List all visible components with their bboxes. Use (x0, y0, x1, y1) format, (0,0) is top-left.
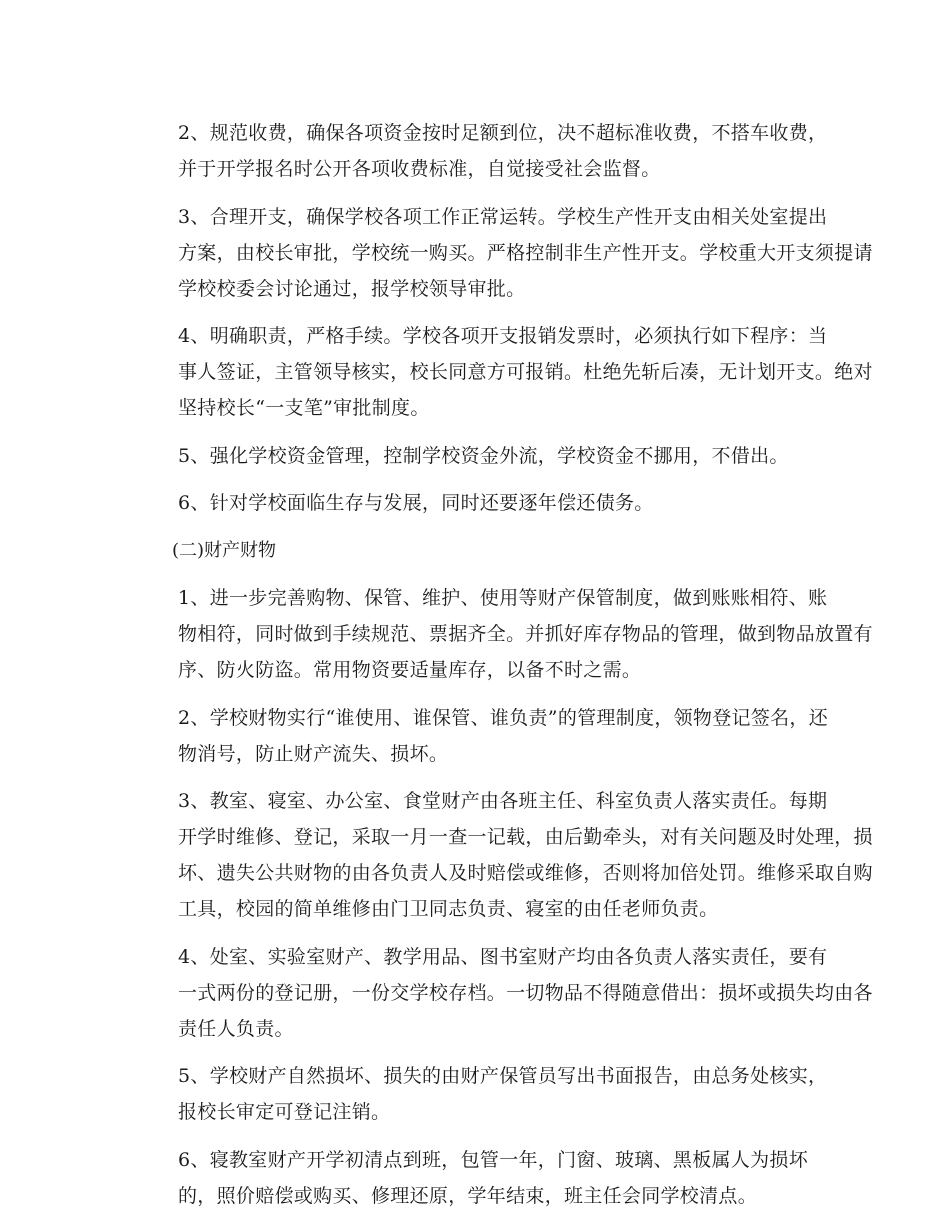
text-line: 工具，校园的简单维修由门卫同志负责、寝室的由任老师负责。 (178, 898, 719, 920)
text-line: 2、学校财物实行“谁使用、谁保管、谁负责”的管理制度，领物登记签名，还 (178, 706, 829, 729)
document-body (140, 115, 873, 1225)
text-line: 方案，由校长审批，学校统一购买。严格控制非生产性开支。学校重大开支须提请 (178, 241, 873, 264)
text-line: 2、规范收费，确保各项资金按时足额到位，决不超标准收费，不搭车收费， (178, 122, 828, 144)
section-heading (140, 533, 820, 569)
paragraph (140, 485, 820, 521)
text-line: 学校校委会讨论通过，报学校领导审批。 (178, 277, 526, 300)
paragraph (140, 580, 873, 688)
paragraph (140, 199, 873, 307)
paragraph (140, 1058, 828, 1130)
text-line: 6、寝教室财产开学初清点到班，包管一年，门窗、玻璃、黑板属人为损坏 (178, 1148, 808, 1171)
text-line: 6、针对学校面临生存与发展，同时还要逐年偿还债务。 (178, 492, 654, 514)
text-line: 开学时维修、登记，采取一月一查一记载，由后勤牵头，对有关问题及时处理，损 (178, 826, 873, 848)
paragraph (140, 318, 873, 426)
text-line: 3、合理开支，确保学校各项工作正常运转。学校生产性开支由相关处室提出 (178, 205, 828, 228)
paragraph (140, 1142, 820, 1214)
text-line: 4、处室、实验室财产、教学用品、图书室财产均由各负责人落实责任，要有 (178, 945, 828, 968)
text-line: 1、进一步完善购物、保管、维护、使用等财产保管制度，做到账账相符、账 (178, 587, 828, 609)
paragraph (140, 115, 828, 187)
text-line: 物消号，防止财产流失、损坏。 (178, 742, 449, 765)
text-line: 5、学校财产自然损坏、损失的由财产保管员写出书面报告，由总务处核实， (178, 1065, 828, 1087)
text-line: 的，照价赔偿或购买、修理还原，学年结束，班主任会同学校清点。 (178, 1184, 758, 1207)
paragraph (140, 783, 873, 927)
text-line: 一式两份的登记册，一份交学校存档。一切物品不得随意借出：损坏或损失均由各 (178, 981, 873, 1004)
text-line: 物相符，同时做到手续规范、票据齐全。并抓好库存物品的管理，做到物品放置有 (178, 623, 873, 645)
text-line: 坚持校长“一支笔”审批制度。 (178, 397, 430, 419)
text-line: (二)财产财物 (172, 539, 277, 561)
paragraph (140, 438, 820, 474)
text-line: 5、强化学校资金管理，控制学校资金外流，学校资金不挪用，不借出。 (178, 444, 789, 467)
text-line: 坏、遗失公共财物的由各负责人及时赔偿或维修，否则将加倍处罚。维修采取自购 (178, 862, 873, 884)
text-line: 事人签证，主管领导核实，校长同意方可报销。杜绝先斩后凑，无计划开支。绝对 (178, 361, 873, 383)
text-line: 3、教室、寝室、办公室、食堂财产由各班主任、科室负责人落实责任。每期 (178, 790, 828, 812)
text-line: 报校长审定可登记注销。 (178, 1101, 391, 1123)
paragraph (140, 700, 829, 772)
text-line: 责任人负责。 (178, 1017, 294, 1040)
text-line: 4、明确职责，严格手续。学校各项开支报销发票时，必须执行如下程序：当 (178, 325, 828, 347)
paragraph (140, 939, 873, 1047)
text-line: 序、防火防盗。常用物资要适量库存，以备不时之需。 (178, 659, 642, 681)
text-line: 并于开学报名时公开各项收费标准，自觉接受社会监督。 (178, 158, 661, 180)
